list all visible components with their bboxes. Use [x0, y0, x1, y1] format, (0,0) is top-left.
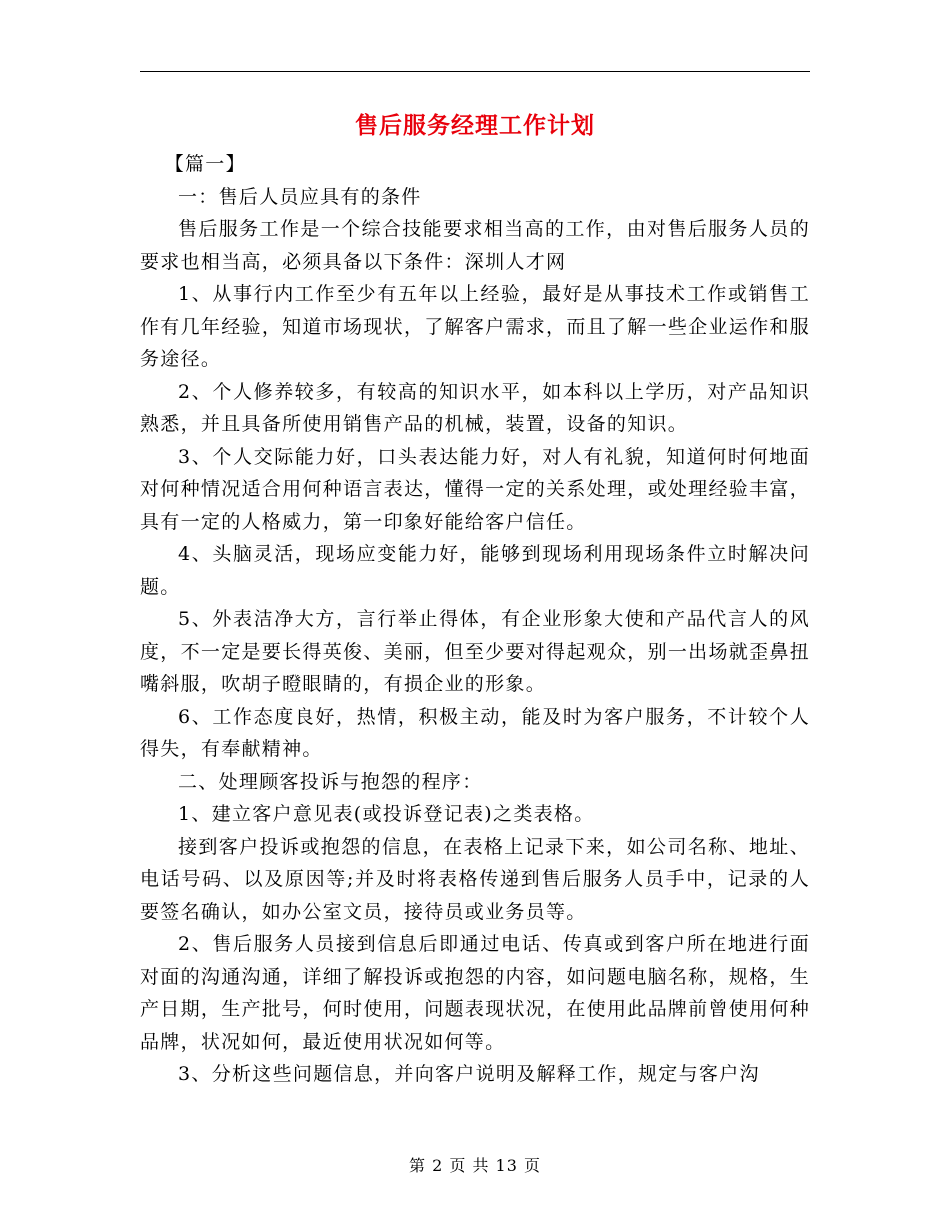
paragraph: 3、分析这些问题信息，并向客户说明及解释工作，规定与客户沟 — [178, 1063, 760, 1085]
paragraph: 1、建立客户意见表(或投诉登记表)之类表格。 — [178, 803, 595, 825]
paragraph-heading-1: 一：售后人员应具有的条件 — [178, 185, 422, 208]
paragraph: 2、个人修养较多，有较高的知识水平，如本科以上学历，对产品知识熟悉，并且具备所使用销售产品的机械，装置，设备的知识。 — [140, 380, 810, 435]
paragraph: 接到客户投诉或抱怨的信息，在表格上记录下来，如公司名称、地址、电话号码、以及原因等;并及时将表格传递到售后服务人员手中，记录的人要签名确认，如办公室文员，接待员或业务员等。 — [140, 835, 810, 923]
paragraph: 售后服务工作是一个综合技能要求相当高的工作，由对售后服务人员的要求也相当高，必须具备以下条件：深圳人才网 — [140, 218, 810, 273]
page-number: 第 2 页 共 13 页 — [409, 1156, 541, 1175]
paragraph: 2、售后服务人员接到信息后即通过电话、传真或到客户所在地进行面对面的沟通沟通，详细了解投诉或抱怨的内容，如问题电脑名称，规格，生产日期，生产批号，何时使用，问题表现状况，在使用此品牌前曾使用何种品牌，状况如何，最近使用状况如何等。 — [140, 933, 810, 1053]
paragraph: 4、头脑灵活，现场应变能力好，能够到现场利用现场条件立时解决问题。 — [140, 543, 810, 598]
paragraph: 3、个人交际能力好，口头表达能力好，对人有礼貌，知道何时何地面对何种情况适合用何种语言表达，懂得一定的关系处理，或处理经验丰富，具有一定的人格威力，第一印象好能给客户信任。 — [140, 445, 810, 533]
paragraph: 5、外表洁净大方，言行举止得体，有企业形象大使和产品代言人的风度，不一定是要长得英俊、美丽，但至少要对得起观众，别一出场就歪鼻扭嘴斜服，吹胡子瞪眼睛的，有损企业的形象。 — [140, 608, 810, 695]
section-label: 【篇一】 — [164, 153, 246, 175]
paragraph: 6、工作态度良好，热情，积极主动，能及时为客户服务，不计较个人得失，有奉献精神。 — [140, 705, 810, 760]
page-footer — [0, 1155, 950, 1177]
paragraph-heading-2: 二、处理顾客投诉与抱怨的程序： — [178, 770, 483, 793]
document-body — [140, 148, 810, 1091]
paragraph: 1、从事行内工作至少有五年以上经验，最好是从事技术工作或销售工作有几年经验，知道市场现状，了解客户需求，而且了解一些企业运作和服务途径。 — [140, 283, 810, 370]
document-title: 售后服务经理工作计划 — [355, 112, 595, 139]
header-rule — [140, 71, 810, 72]
